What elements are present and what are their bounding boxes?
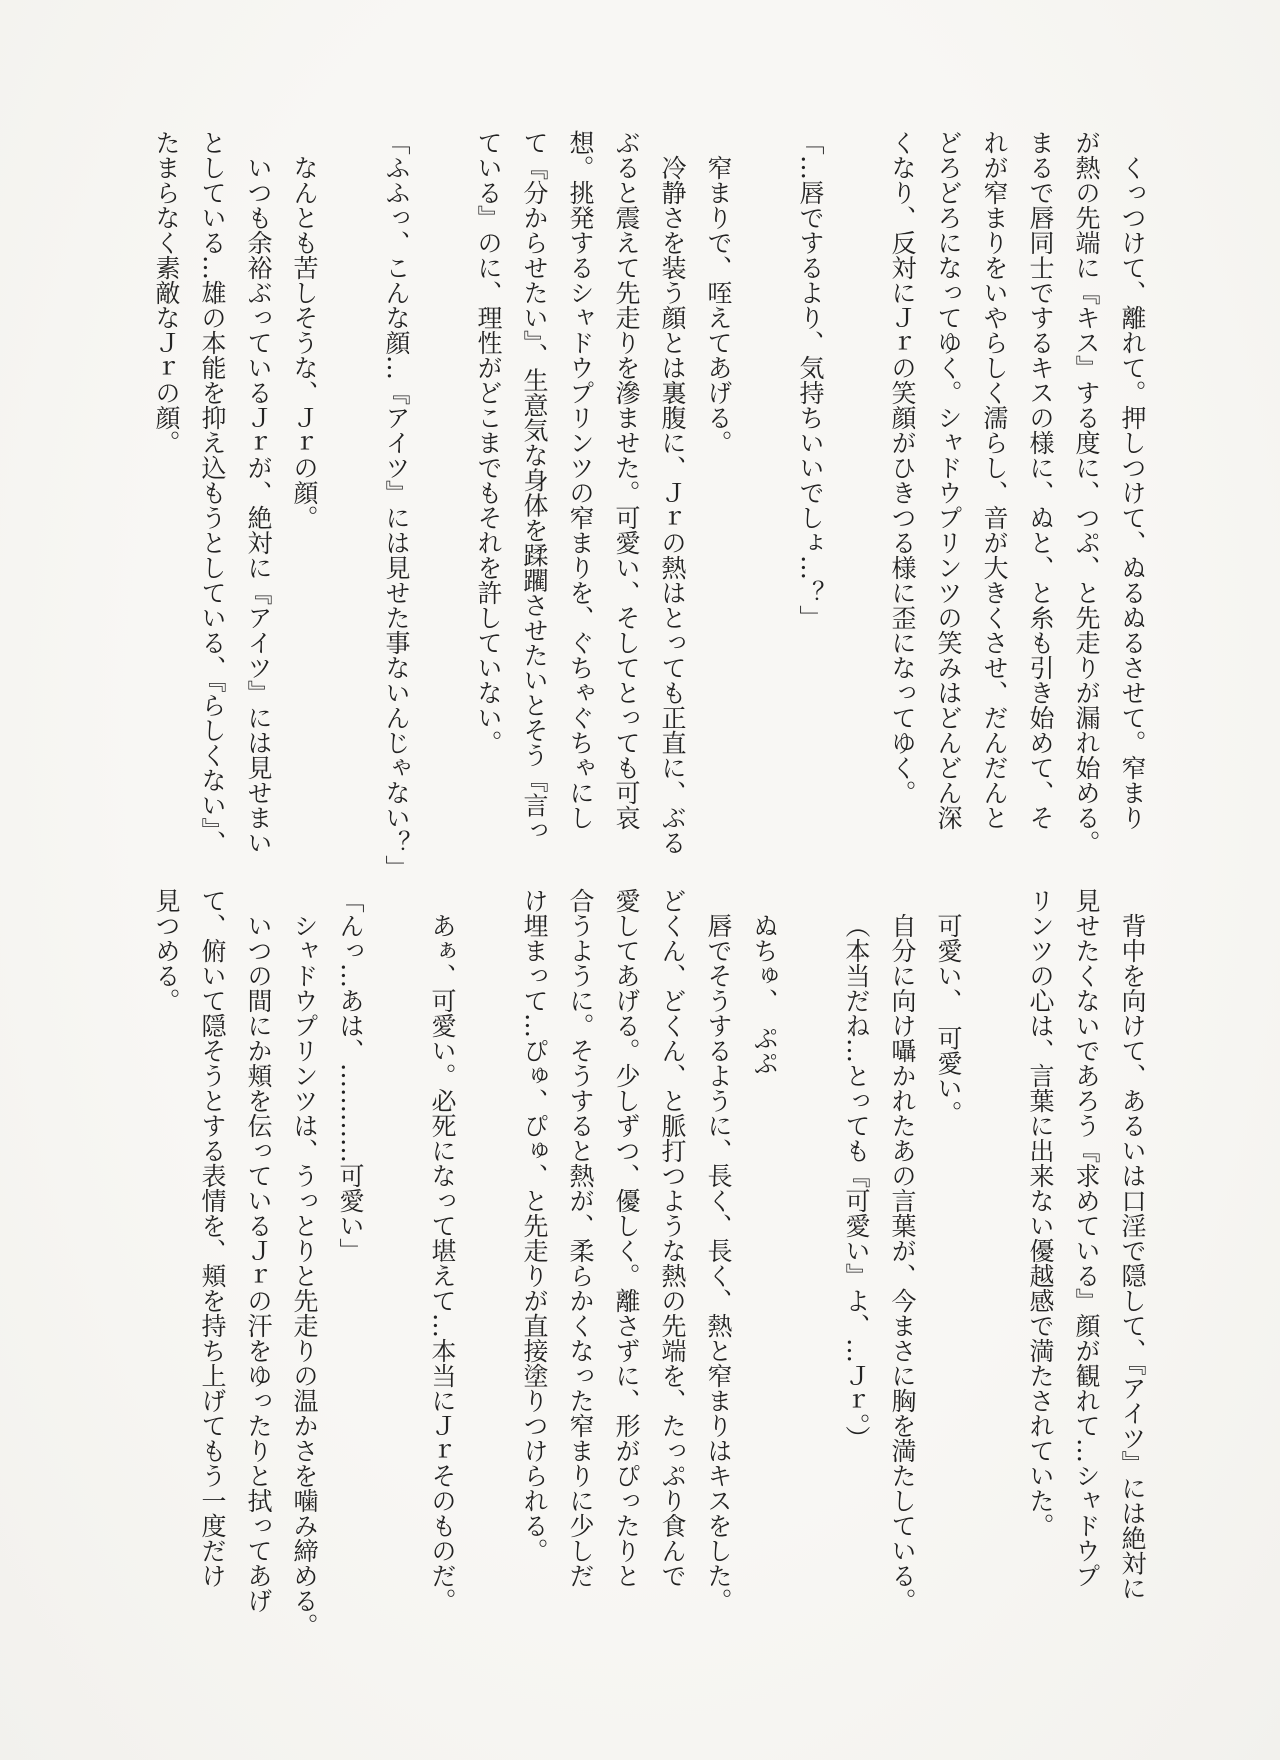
text-line: どくん、どくん、と脈打つような熱の先端を、たっぷり食んで [658,888,687,1588]
text-line: 「んっ…あは、…………可愛い」 [336,888,365,1263]
text-line: 見せたくないであろう『求めている』顔が観れて…シャドウプ [1072,888,1101,1588]
blank-line [787,888,833,1623]
text-line: ている』のに、理性がどこまでもそれを許していない。 [474,130,503,755]
text-line: あぁ、可愛い。必死になって堪えて…本当にＪｒそのものだ。 [428,913,457,1613]
text-line: なんとも苦しそうな、Ｊｒの顔。 [290,155,319,530]
blank-line [971,888,1017,1623]
upper-text-block [143,130,1155,880]
text-line: 合うように。そうすると熱が、柔らかくなった窄まりに少しだ [566,888,595,1588]
blank-line [373,888,419,1623]
text-line: て『分からせたい』、生意気な身体を蹂躙させたいとそう『言っ [520,130,549,843]
text-line: 背中を向けて、あるいは口淫で隠して、『アイツ』には絶対に [1118,913,1147,1601]
text-line: たまらなく素敵なＪｒの顔。 [152,130,181,455]
text-line: 見つめる。 [152,888,181,1013]
text-line: れが窄まりをいやらしく濡らし、音が大きくさせ、だんだんと [980,130,1009,830]
text-line: 冷静さを装う顔とは裏腹に、Ｊｒの熱はとっても正直に、ぶる [658,155,687,855]
text-line: け埋まって…ぴゅ、ぴゅ、と先走りが直接塗りつけられる。 [520,888,549,1563]
text-line: ぶると震えて先走りを滲ませた。可愛い、そしてとっても可哀 [612,130,641,830]
blank-line [419,130,465,865]
text-line: リンツの心は、言葉に出来ない優越感で満たされていた。 [1026,888,1055,1538]
text-line: （本当だね…とっても『可愛い』よ、…Ｊｒ。） [842,913,871,1451]
text-line: まるで唇同士でするキスの様に、ぬと、と糸も引き始めて、そ [1026,130,1055,830]
text-line: くなり、反対にＪｒの笑顔がひきつる様に歪になってゆく。 [888,130,917,805]
text-line: いつの間にか頬を伝っているＪｒの汗をゆったりと拭ってあげ [244,913,273,1613]
text-line: 愛してあげる。少しずつ、優しく。離さずに、形がぴったりと [612,888,641,1588]
text-line: シャドウプリンツは、うっとりと先走りの温かさを噛み締める。 [290,913,319,1638]
blank-line [327,130,373,865]
text-line: どろどろになってゆく。シャドウプリンツの笑みはどんどん深 [934,130,963,830]
blank-line [741,130,787,865]
text-line: が熱の先端に『キス』する度に、つぷ、と先走りが漏れ始める。 [1072,130,1101,855]
text-line: 「ふふっ、こんな顔…『アイツ』には見せた事ないんじゃない？」 [382,130,411,880]
text-line: 想。挑発するシャドウプリンツの窄まりを、ぐちゃぐちゃにし [566,130,595,830]
text-line: くっつけて、離れて。押しつけて、ぬるぬるさせて。窄まり [1118,155,1147,830]
text-line: 「…唇でするより、気持ちいいでしょ…？」 [796,130,825,630]
text-line: いつも余裕ぶっているＪｒが、絶対に『アイツ』には見せまい [244,155,273,855]
lower-text-block [143,888,1155,1638]
text-line: 窄まりで、咥えてあげる。 [704,155,733,455]
text-line: 自分に向け囁かれたあの言葉が、今まさに胸を満たしている。 [888,913,917,1613]
text-line: て、俯いて隠そうとする表情を、頬を持ち上げてもう一度だけ [198,888,227,1588]
blank-line [465,888,511,1623]
text-line: ぬちゅ、 ぷぷ [750,913,779,1076]
blank-line [833,130,879,865]
text-line: 可愛い、 可愛い。 [934,913,963,1126]
text-line: 唇でそうするように、長く、長く、熱と窄まりはキスをした。 [704,913,733,1613]
text-line: としている…雄の本能を抑え込もうとしている、『らしくない』、 [198,130,227,855]
